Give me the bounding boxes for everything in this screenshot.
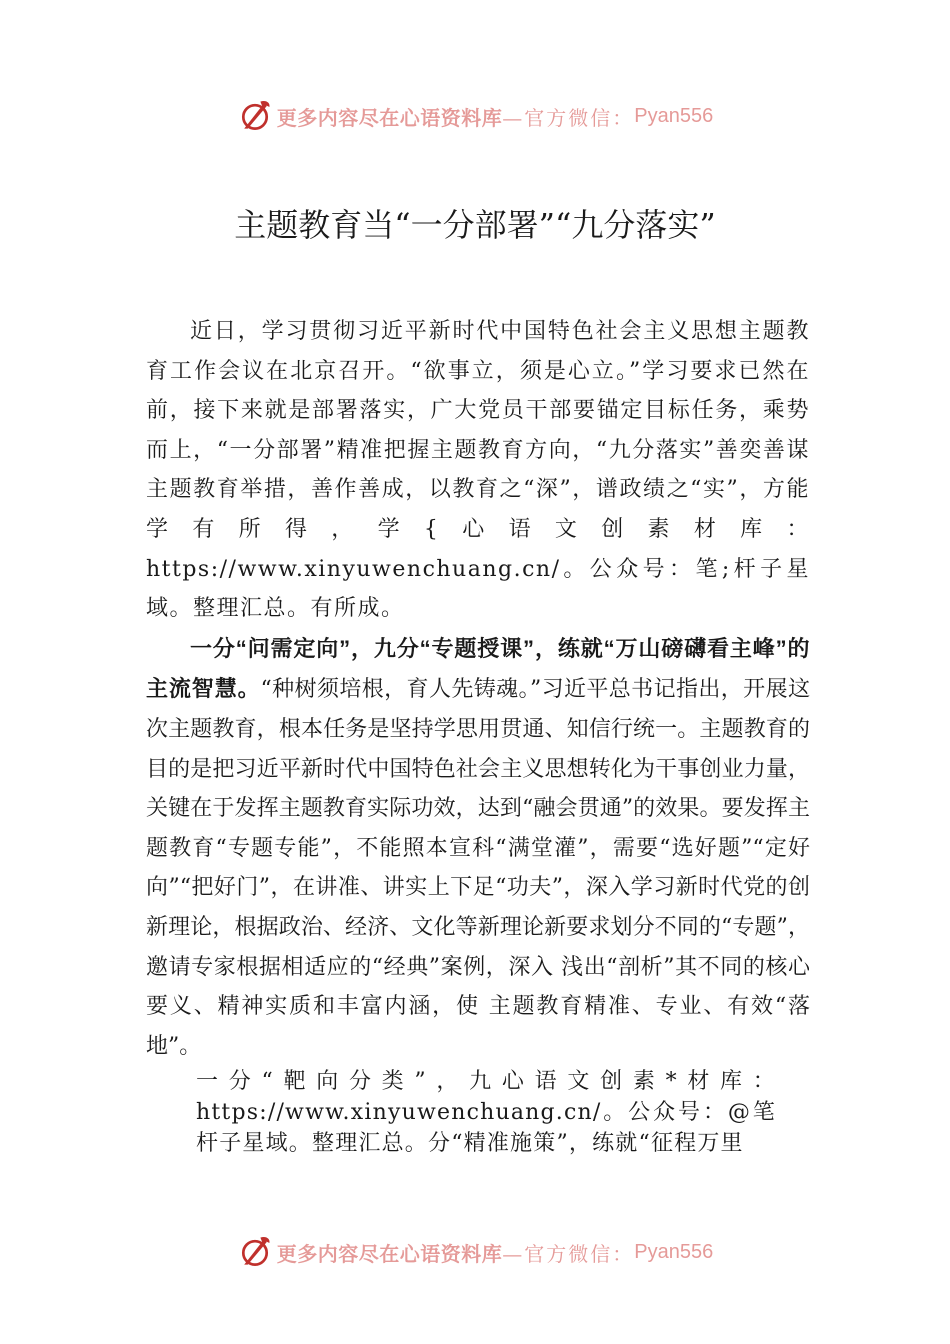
banner-wechat-id: Pyan556: [634, 104, 714, 127]
banner-wechat-label: —官方微信：: [502, 1241, 635, 1266]
header-banner: [0, 96, 950, 136]
document-body: [146, 312, 810, 1159]
banner-brand-text: 更多内容尽在心语资料库: [276, 1241, 503, 1266]
section-1-text: “种树须培根，育人先铸魂。”习近平总书记指出，开展这次主题教育，根本任务是坚持学思用贯通、知信行统一。主题教育的目的是把习近平新时代中国特色社会主义思想转化为干事创业力量，关键在于发挥主题教育实际功效，达到“融会贯通”的效果。要发挥主题教育“专题专能”，不能照本宣科“满堂灌”，需要“选好题”“定好向”“把好门”，在讲准、讲实上下足“功夫”，深入学习新时代党的创新理论，根据政治、经济、文化等新理论新要求划分不同的“专题”，邀请专家根据相适应的“经典”案例，深入 浅出“剖析”其不同的核心要义、精神实质和丰富内涵，使 主题教育精准、专业、有效“落地”。: [146, 677, 810, 1059]
footer-banner: [0, 1232, 950, 1272]
paragraph-section-2: 一分“靶向分类”，九心语文创素*材库：https://www.xinyuwenchuang.cn/。公众号：@笔杆子星域。整理汇总。分“精准施策”，练就“征程万里: [196, 1069, 776, 1157]
document-title: 主题教育当“一分部署”“九分落实”: [234, 206, 716, 244]
banner-wechat-label: —官方微信：: [502, 105, 635, 130]
quill-pen-logo-icon: [237, 98, 273, 134]
banner-wechat-id: Pyan556: [634, 1240, 714, 1263]
section-1-heading: 一分“问需定向”，九分“专题授课”，练就“万山磅礴看主峰”的主流智慧。: [146, 635, 810, 702]
paragraph-intro: 近日，学习贯彻习近平新时代中国特色社会主义思想主题教育工作会议在北京召开。“欲事立，须是心立。”学习要求已然在前，接下来就是部署落实，广大党员干部要锚定目标任务，乘势而上，“一分部署”精准把握主题教育方向，“九分落实”善奕善谋主题教育举措，善作善成，以教育之“深”，谱政绩之“实”，方能学有所得，学{心语文创素材库：https://www.xinyuwenchuang.cn/。公众号：笔;杆子星域。整理汇总。有所成。: [146, 319, 810, 622]
quill-pen-logo-icon: [237, 1234, 273, 1270]
banner-brand-text: 更多内容尽在心语资料库: [276, 105, 503, 130]
paragraph-section-1: [146, 629, 810, 1067]
